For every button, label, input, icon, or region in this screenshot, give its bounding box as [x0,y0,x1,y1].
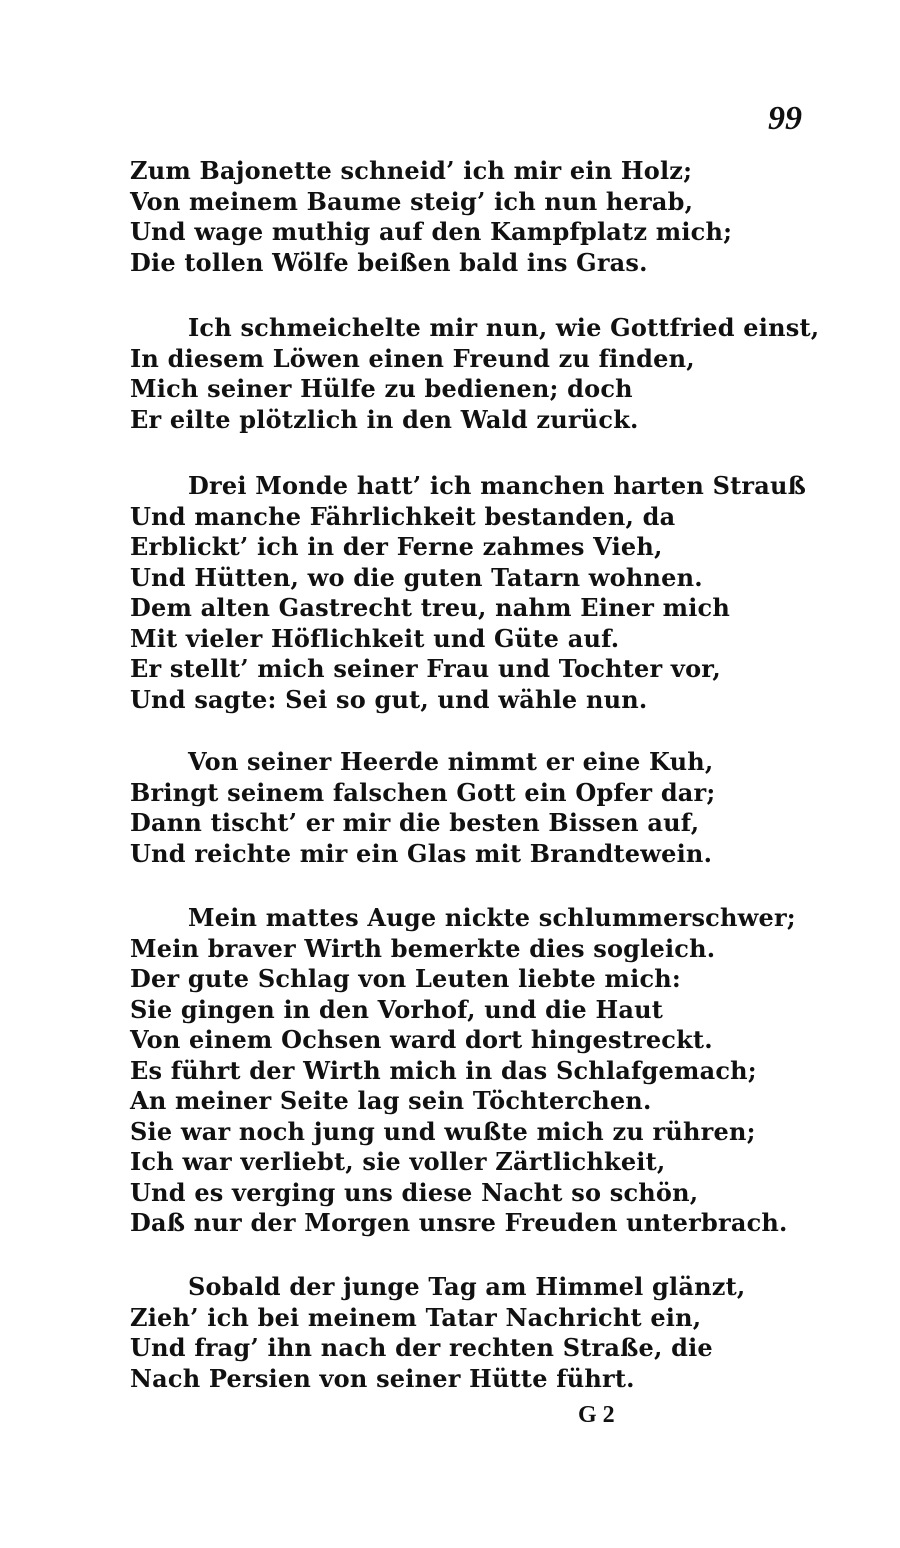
verse-line: Erblickt’ ich in der Ferne zahmes Vieh, [130,532,663,561]
verse-line: An meiner Seite lag sein Töchterchen. [130,1086,652,1115]
stanza-5 [130,903,796,1239]
verse-line: Und reichte mir ein Glas mit Brandtewein. [130,838,713,868]
verse-line: Drei Monde hatt’ ich manchen harten Strauß [188,471,807,500]
verse-line: In diesem Löwen einen Freund zu finden, [130,343,695,373]
verse-line: Daß nur der Morgen unsre Freuden unterbrach. [130,1208,788,1237]
verse-line: Ich schmeichelte mir nun, wie Gottfried einst, [188,313,820,342]
page-number: 99 [768,100,802,137]
verse-line: Und frag’ ihn nach der rechten Straße, die [130,1333,713,1362]
verse-line: Sobald der junge Tag am Himmel glänzt, [188,1272,746,1301]
verse-line: Und wage muthig auf den Kampfplatz mich; [130,217,733,246]
stanza-1 [130,156,790,278]
verse-line: Er eilte plötzlich in den Wald zurück. [130,404,639,434]
verse-line: Und es verging uns diese Nacht so schön, [130,1177,699,1207]
verse-line: Dann tischt’ er mir die besten Bissen auf, [130,808,700,837]
verse-line: Mein mattes Auge nickte schlummerschwer; [188,903,796,932]
verse-line: Es führt der Wirth mich in das Schlafgemach; [130,1055,757,1085]
verse-line: Mit vieler Höflichkeit und Güte auf. [130,623,620,653]
verse-line: Und manche Fährlichkeit bestanden, da [130,501,676,531]
verse-line: Die tollen Wölfe beißen bald ins Gras. [130,247,648,277]
verse-line: Ich war verliebt, sie voller Zärtlichkeit, [130,1147,666,1176]
verse-line: Zieh’ ich bei meinem Tatar Nachricht ein, [130,1302,702,1332]
stanza-4 [130,747,790,869]
verse-line: Nach Persien von seiner Hütte führt. [130,1363,635,1393]
stanza-6 [130,1272,790,1394]
verse-line: Zum Bajonette schneid’ ich mir ein Holz; [130,156,693,185]
signature-mark: G 2 [578,1402,615,1428]
verse-line: Mich seiner Hülfe zu bedienen; doch [130,374,633,403]
verse-line: Mein braver Wirth bemerkte dies sogleich. [130,933,716,963]
verse-line: Und Hütten, wo die guten Tatarn wohnen. [130,562,703,592]
verse-line: Und sagte: Sei so gut, und wähle nun. [130,684,648,714]
verse-line: Von meinem Baume steig’ ich nun herab, [130,186,694,216]
verse-line: Von seiner Heerde nimmt er eine Kuh, [188,747,714,776]
stanza-2 [130,313,820,435]
verse-line: Von einem Ochsen ward dort hingestreckt. [130,1025,713,1054]
stanza-3 [130,471,807,715]
verse-line: Er stellt’ mich seiner Frau und Tochter vor, [130,654,721,683]
verse-line: Sie gingen in den Vorhof, und die Haut [130,994,664,1024]
verse-line: Dem alten Gastrecht treu, nahm Einer mich [130,593,730,622]
verse-line: Sie war noch jung und wußte mich zu rühren; [130,1116,756,1146]
verse-line: Bringt seinem falschen Gott ein Opfer dar; [130,777,716,807]
verse-line: Der gute Schlag von Leuten liebte mich: [130,964,681,993]
